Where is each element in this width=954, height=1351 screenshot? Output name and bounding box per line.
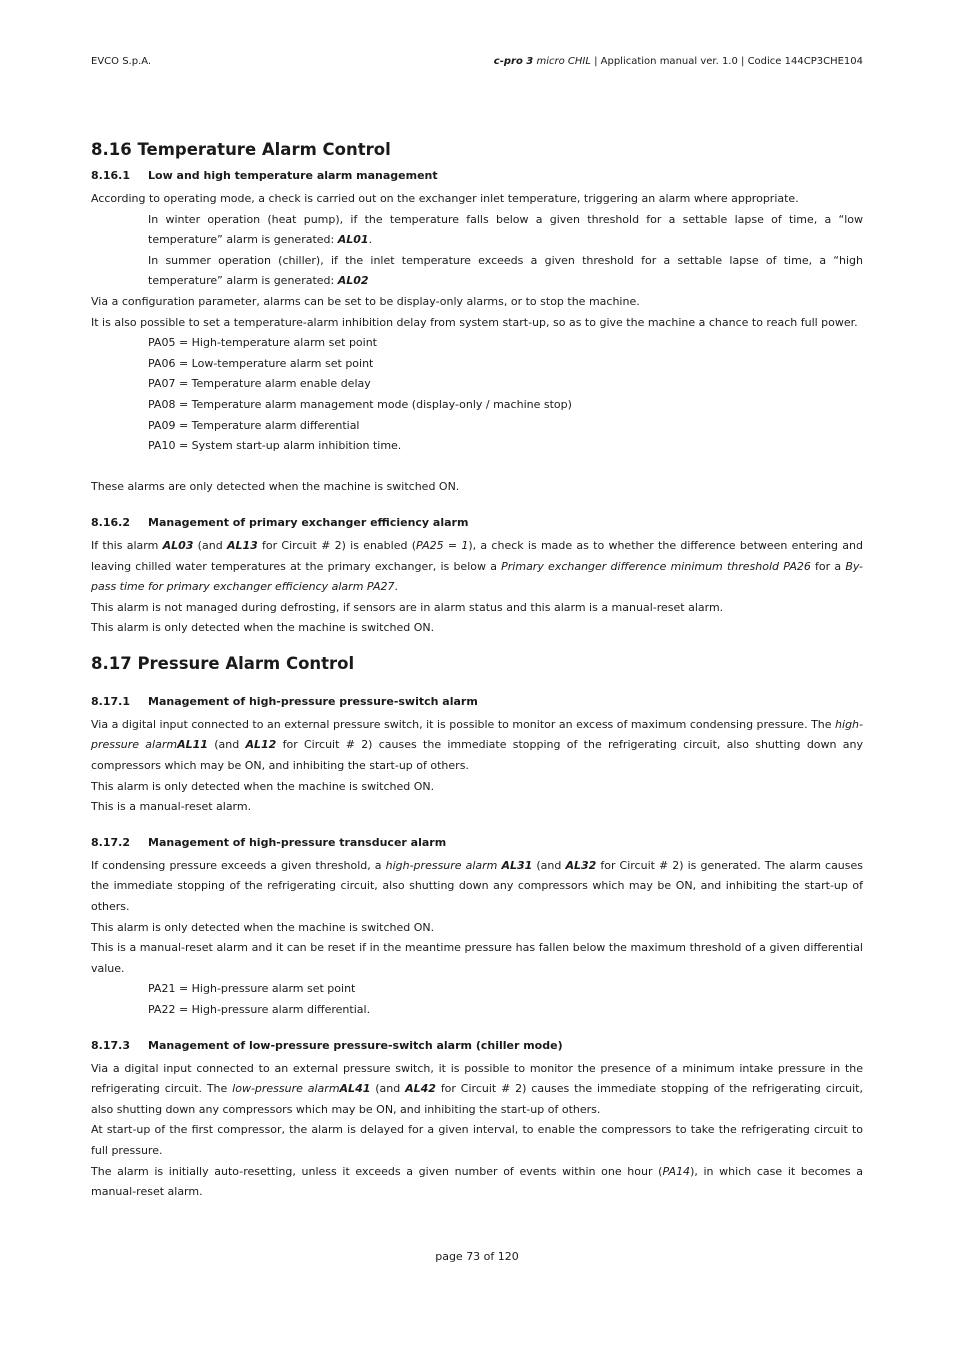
paragraph: Via a digital input connected to an external pressure switch, it is possible to monitor an excess of maximum condensing pressure. The high-pressure alarmAL11 (and AL12 for Circuit # 2) causes the immediate stopping of the refrigerating circuit, also shutting down any compressors which may be ON, and inhibiting the start-up of others. xyxy=(91,717,863,773)
alarm-code: AL32 xyxy=(565,858,597,872)
header-product: c-pro 3 xyxy=(493,56,534,67)
subsection-8-16-1-title: 8.16.1 Low and high temperature alarm management xyxy=(91,169,438,182)
header-doc-info xyxy=(494,56,863,67)
subsection-8-16-2-title: 8.16.2 Management of primary exchanger efficiency alarm xyxy=(91,515,469,529)
subsection-8-17-2-title: 8.17.2 Management of high-pressure transducer alarm xyxy=(91,835,447,849)
paragraph: This alarm is not managed during defrosting, if sensors are in alarm status and this alarm is a manual-reset alarm. xyxy=(91,600,724,614)
header-manual-info: | Application manual ver. 1.0 | Codice 144CP3CHE104 xyxy=(594,56,863,67)
section-8-16-title: 8.16 Temperature Alarm Control xyxy=(91,140,391,159)
paragraph: Via a configuration parameter, alarms can be set to be display-only alarms, or to stop the machine. xyxy=(91,294,640,308)
paragraph: If this alarm AL03 (and AL13 for Circuit # 2) is enabled (PA25 = 1), a check is made as to whether the difference between entering and leaving chilled water temperatures at the primary exchanger, is below a Primary exchanger difference minimum threshold PA26 for a By-pass time for primary exchanger efficiency alarm PA27. xyxy=(91,538,863,594)
paragraph: At start-up of the first compressor, the alarm is delayed for a given interval, to enable the compressors to take the refrigerating circuit to full pressure. xyxy=(91,1123,863,1157)
paragraph: According to operating mode, a check is carried out on the exchanger inlet temperature, triggering an alarm where appropriate. xyxy=(91,192,799,205)
paragraph: Via a digital input connected to an external pressure switch, it is possible to monitor the presence of a minimum intake pressure in the refrigerating circuit. The low-pressure alarmAL41 (and AL42 for Circuit # 2) causes the immediate stopping of the refrigerating circuit, also shutting down any compressors which may be ON, and inhibiting the start-up of others. xyxy=(91,1061,863,1116)
header-company: EVCO S.p.A. xyxy=(91,56,152,67)
header-product-sub: micro CHIL xyxy=(536,56,591,67)
paragraph-winter: In winter operation (heat pump), if the temperature falls below a given threshold for a settable lapse of time, a “low temperature” alarm is generated: AL01. xyxy=(148,212,863,247)
alarm-code: AL03 xyxy=(162,538,194,552)
subsection-8-17-1-title: 8.17.1 Management of high-pressure pressure-switch alarm xyxy=(91,694,478,708)
paragraph-summer: In summer operation (chiller), if the inlet temperature exceeds a given threshold for a settable lapse of time, a “high temperature” alarm is generated: AL02 xyxy=(148,253,863,288)
param-item: PA05 = High-temperature alarm set point xyxy=(148,336,377,350)
alarm-code: AL02 xyxy=(337,274,369,288)
paragraph: This is a manual-reset alarm. xyxy=(91,800,252,814)
alarm-code: AL12 xyxy=(245,738,277,752)
alarm-code: AL01 xyxy=(337,233,369,247)
param-item: PA10 = System start-up alarm inhibition time. xyxy=(148,439,402,453)
alarm-code: AL42 xyxy=(405,1082,436,1096)
param-item: PA07 = Temperature alarm enable delay xyxy=(148,377,371,391)
param-item: PA22 = High-pressure alarm differential. xyxy=(148,1003,371,1016)
paragraph: This alarm is only detected when the machine is switched ON. xyxy=(91,621,435,635)
alarm-code: AL11 xyxy=(177,738,208,752)
param-item: PA21 = High-pressure alarm set point xyxy=(148,982,356,996)
paragraph: The alarm is initially auto-resetting, unless it exceeds a given number of events within one hour (PA14), in which case it becomes a manual-reset alarm. xyxy=(91,1164,863,1199)
alarm-code: AL13 xyxy=(226,538,258,552)
paragraph: This is a manual-reset alarm and it can be reset if in the meantime pressure has fallen below the maximum threshold of a given differential value. xyxy=(91,941,863,975)
alarm-code: AL31 xyxy=(501,858,533,872)
alarm-code: AL41 xyxy=(339,1082,371,1096)
page-number: page 73 of 120 xyxy=(435,1250,519,1263)
section-8-17-title: 8.17 Pressure Alarm Control xyxy=(91,653,355,673)
param-item: PA06 = Low-temperature alarm set point xyxy=(148,356,374,370)
param-item: PA09 = Temperature alarm differential xyxy=(148,418,360,432)
page-content xyxy=(91,137,863,1203)
paragraph: This alarm is only detected when the machine is switched ON. xyxy=(91,779,435,793)
param-item: PA08 = Temperature alarm management mode (display-only / machine stop) xyxy=(148,397,572,411)
subsection-8-17-3-title: 8.17.3 Management of low-pressure pressure-switch alarm (chiller mode) xyxy=(91,1038,563,1052)
paragraph: If condensing pressure exceeds a given threshold, a high-pressure alarm AL31 (and AL32 for Circuit # 2) is generated. The alarm causes the immediate stopping of the refrigerating circuit, also shutting down any compressors which may be ON, and inhibiting the start-up of others. xyxy=(91,858,864,914)
paragraph: This alarm is only detected when the machine is switched ON. xyxy=(91,920,435,934)
paragraph: It is also possible to set a temperature-alarm inhibition delay from system start-up, so as to give the machine a chance to reach full power. xyxy=(91,315,858,329)
paragraph: These alarms are only detected when the machine is switched ON. xyxy=(91,480,460,494)
